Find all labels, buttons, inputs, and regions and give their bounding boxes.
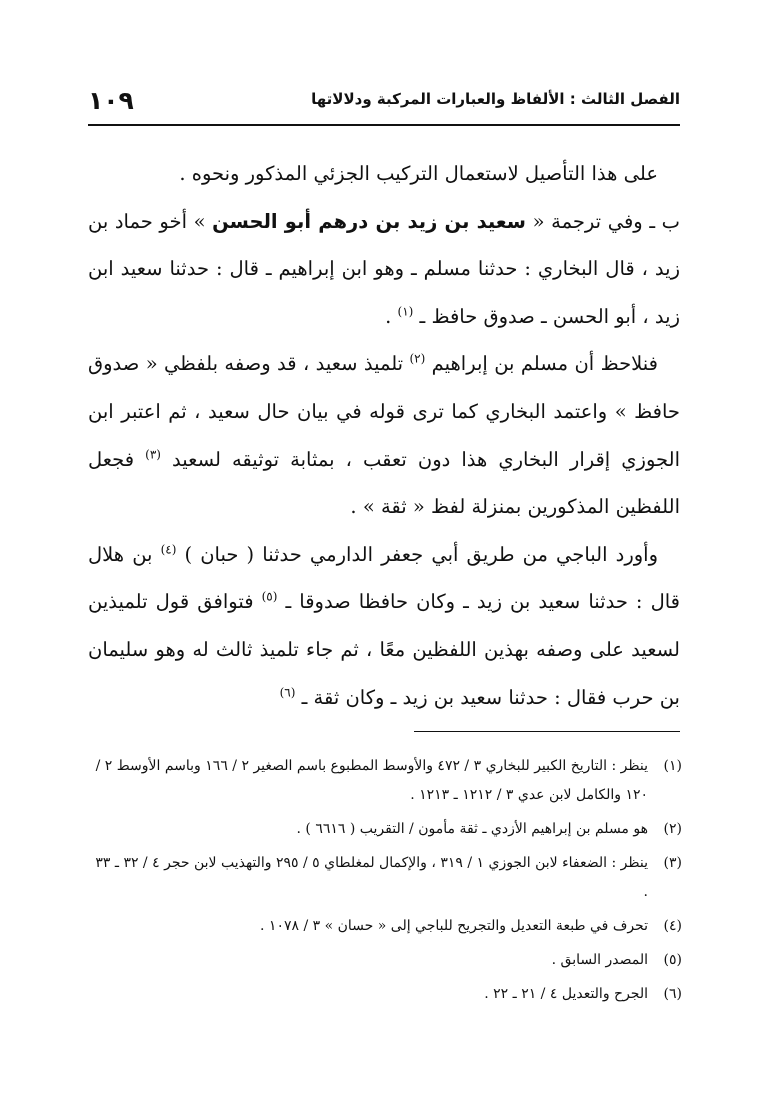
narrator-name: سعيد بن زيد بن درهم أبو الحسن: [212, 209, 526, 233]
paragraph-1-text: على هذا التأصيل لاستعمال التركيب الجزئي المذكور ونحوه .: [179, 162, 658, 185]
footnote: [88, 912, 682, 941]
footnote-text: ينظر : التاريخ الكبير للبخاري ٣ / ٤٧٢ والأوسط المطبوع باسم الصغير ٢ / ١٦٦ وباسم الأوسط ٢ / ١٢٠ والكامل لابن عدي ٣ / ١٢١٢ ـ ١٢١٣ .: [95, 758, 648, 803]
paragraph-2-text: » أخو حماد بن زيد ، قال البخاري : حدثنا مسلم ـ وهو ابن إبراهيم ـ قال : حدثنا سعيد ابن زيد ، أبو الحسن ـ صدوق حافظ ـ: [88, 209, 680, 328]
paragraph-2-lead: ب ـ وفي ترجمة «: [526, 209, 680, 233]
footnote-separator: [414, 731, 680, 732]
footnote-number: (٣): [663, 855, 682, 871]
footnote-ref-5[interactable]: (٥): [261, 589, 278, 604]
footnotes: [88, 752, 682, 1014]
page-number: ١٠٩: [88, 86, 134, 115]
footnote-ref-4[interactable]: (٤): [160, 542, 177, 557]
footnote-text: ينظر : الضعفاء لابن الجوزي ١ / ٣١٩ ، والإكمال لمغلطاي ٥ / ٢٩٥ والتهذيب لابن حجر ٤ / ٣٢ ـ ٣٣ .: [95, 855, 648, 900]
paragraph-4: [88, 531, 680, 721]
paragraph-4-tail: فتوافق قول تلميذين لسعيد على وصفه بهذين اللفظين معًا ، ثم جاء تلميذ ثالث له وهو سليمان بن حرب فقال : حدثنا سعيد بن زيد ـ وكان ثقة ـ: [88, 590, 680, 709]
paragraph-2-end: .: [385, 304, 398, 328]
paragraph-4-lead: وأورد الباجي من طريق أبي جعفر الدارمي حدثنا ( حبان ): [176, 542, 658, 566]
body-text: [88, 150, 680, 721]
footnote: [88, 946, 682, 975]
footnote-number: (٤): [663, 918, 682, 934]
footnote-text: تحرف في طبعة التعديل والتجريح للباجي إلى « حسان » ٣ / ١٠٧٨ .: [260, 918, 648, 934]
paragraph-4-text: بن هلال قال : حدثنا سعيد بن زيد ـ وكان حافظا صدوقا ـ: [88, 542, 680, 614]
footnote-number: (٦): [663, 986, 682, 1002]
footnote-text: الجرح والتعديل ٤ / ٢١ ـ ٢٢ .: [484, 986, 648, 1002]
page-header: [88, 86, 680, 120]
footnote: [88, 980, 682, 1009]
paragraph-3: [88, 340, 680, 530]
footnote-ref-2[interactable]: (٢): [409, 351, 426, 366]
header-rule: [88, 124, 680, 126]
running-title: الفصل الثالث : الألفاظ والعبارات المركبة ودلالاتها: [311, 90, 680, 108]
footnote-number: (٥): [663, 952, 682, 968]
paragraph-1: [88, 150, 680, 198]
footnote: [88, 815, 682, 844]
footnote-ref-1[interactable]: (١): [397, 304, 414, 319]
footnote-text: هو مسلم بن إبراهيم الأزدي ـ ثقة مأمون / التقريب ( ٦٦١٦ ) .: [296, 821, 648, 837]
footnote-number: (١): [663, 758, 682, 774]
footnote: [88, 752, 682, 810]
footnote: [88, 849, 682, 907]
footnote-text: المصدر السابق .: [551, 952, 648, 968]
paragraph-2: [88, 198, 680, 341]
paragraph-3-text: تلميذ سعيد ، قد وصفه بلفظي « صدوق حافظ » واعتمد البخاري كما ترى قوله في بيان حال سعيد ، ثم اعتبر ابن الجوزي إقرار البخاري هذا دون تعقب ، بمثابة توثيقه لسعيد: [88, 352, 680, 471]
paragraph-3-lead: فنلاحظ أن مسلم بن إبراهيم: [425, 352, 658, 376]
footnote-number: (٢): [663, 821, 682, 837]
paragraph-3-end: فجعل اللفظين المذكورين بمنزلة لفظ « ثقة » .: [88, 447, 680, 519]
footnote-ref-3[interactable]: (٣): [145, 447, 161, 462]
footnote-ref-6[interactable]: (٦): [279, 685, 296, 700]
